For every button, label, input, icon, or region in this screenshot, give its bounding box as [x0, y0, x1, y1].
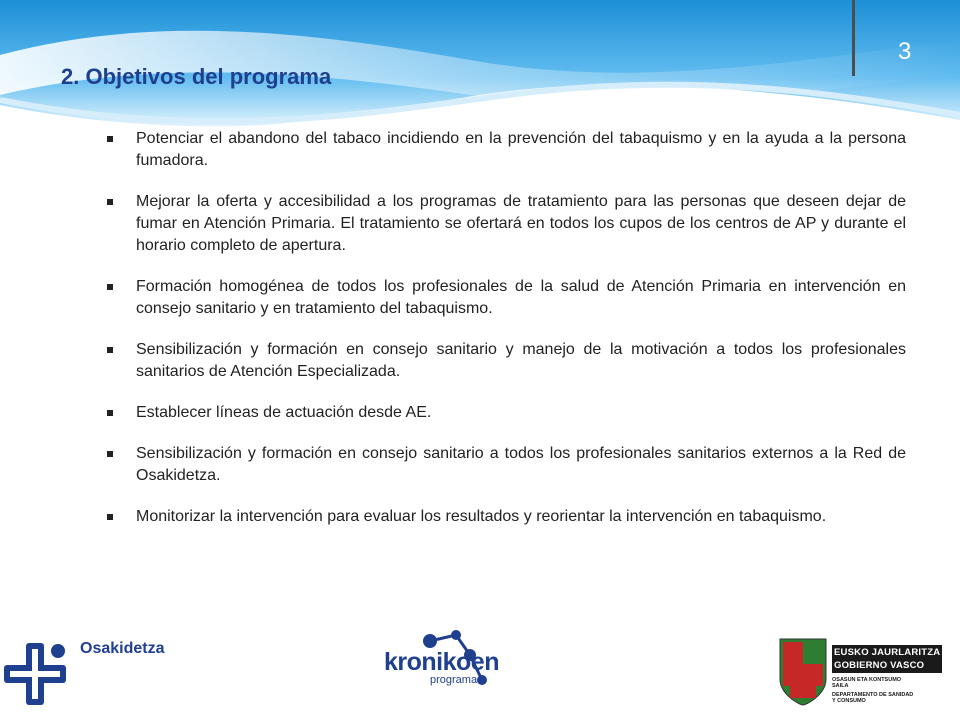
list-item	[106, 506, 906, 528]
list-item	[106, 339, 906, 383]
list-item	[106, 276, 906, 320]
bullet-square-icon	[107, 347, 113, 353]
osakidetza-cross-icon	[4, 643, 66, 705]
gv-title-basque: EUSKO JAURLARITZA	[834, 647, 941, 658]
bullet-text: Sensibilización y formación en consejo sanitario a todos los profesionales sanitarios externos a la Red de Osakidetza.	[136, 445, 906, 484]
osakidetza-logo-text: Osakidetza	[80, 640, 165, 657]
gv-dept-basque-1: OSASUN ETA KONTSUMO	[832, 677, 902, 683]
bullet-square-icon	[107, 451, 113, 457]
kronikoen-subtitle: programa	[430, 674, 478, 686]
bullet-square-icon	[107, 514, 113, 520]
gv-title-spanish: GOBIERNO VASCO	[834, 660, 925, 671]
kronikoen-logo-text: kronikoen	[384, 648, 499, 676]
bullet-text: Potenciar el abandono del tabaco incidiendo en la prevención del tabaquismo y en la ayuda a la persona fumadora.	[136, 130, 906, 169]
list-item	[106, 443, 906, 487]
bullet-square-icon	[107, 410, 113, 416]
bullet-text: Monitorizar la intervención para evaluar los resultados y reorientar la intervención en tabaquismo.	[136, 508, 827, 525]
page-number: 3	[898, 38, 912, 65]
bullet-text: Sensibilización y formación en consejo sanitario y manejo de la motivación a todos los profesionales sanitarios de Atención Especializada.	[136, 341, 906, 380]
list-item	[106, 128, 906, 172]
bullet-text: Formación homogénea de todos los profesionales de la salud de Atención Primaria en intervención en consejo sanitario y en tratamiento del tabaquismo.	[136, 278, 906, 317]
bullet-square-icon	[107, 136, 113, 142]
gv-dept-basque-2: SAILA	[832, 683, 849, 689]
bullet-square-icon	[107, 199, 113, 205]
gv-dept-spanish-1: DEPARTAMENTO DE SANIDAD	[832, 692, 914, 698]
slide-title: 2. Objetivos del programa	[61, 64, 332, 89]
bullet-square-icon	[107, 284, 113, 290]
list-item	[106, 402, 906, 424]
basque-coat-of-arms-icon	[780, 639, 826, 705]
objectives-list	[106, 128, 906, 547]
header-divider-line	[852, 0, 855, 76]
bullet-text: Establecer líneas de actuación desde AE.	[136, 404, 432, 421]
bullet-text: Mejorar la oferta y accesibilidad a los programas de tratamiento para las personas que deseen dejar de fumar en Atención Primaria. El tratamiento se ofertará en todos los cupos de los centros de AP y durante el horario completo de apertura.	[136, 193, 906, 254]
list-item	[106, 191, 906, 257]
gv-dept-spanish-2: Y CONSUMO	[832, 698, 866, 704]
